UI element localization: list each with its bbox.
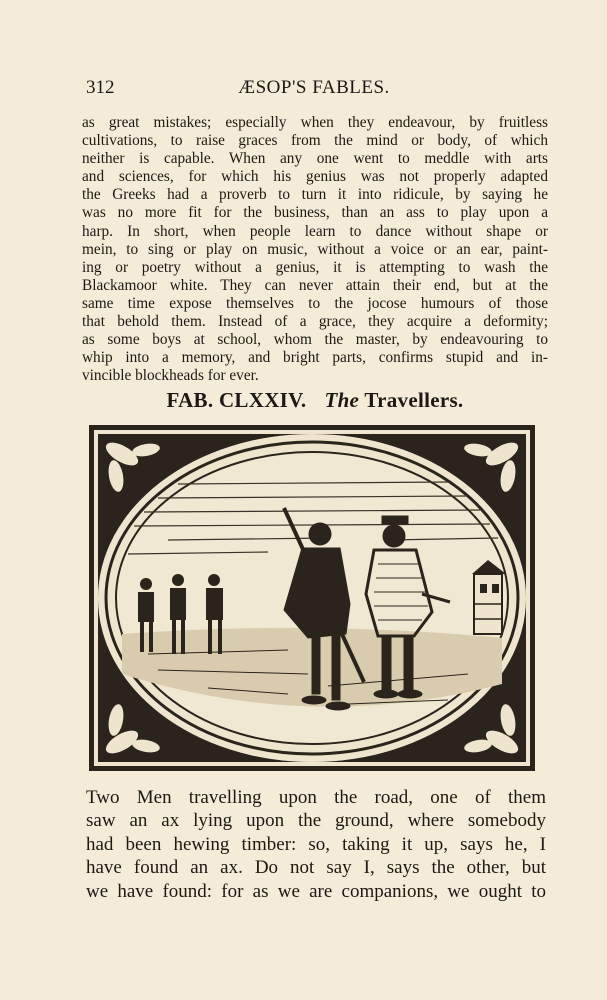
text-line: mein, to sing or play on music, without a voice or an ear, paint-: [82, 240, 548, 258]
text-line: and sciences, for which his genius was not properly adapted: [82, 168, 548, 186]
text-line: whip into a memory, and bright parts, confirms stupid and in-: [82, 349, 548, 367]
text-line: the Greeks had a proverb to turn it into ridicule, by saying he: [82, 186, 548, 204]
text-line: Blackamoor white. They can never attain their end, but at the: [82, 276, 548, 294]
text-line: cultivations, to raise graces from the mind or body, of which: [82, 132, 548, 150]
text-line: we have found: for as we are companions, we ought to: [86, 880, 546, 902]
text-line: as great mistakes; especially when they endeavour, by fruitless: [82, 114, 548, 131]
woodcut-illustration: [88, 424, 536, 772]
text-line: have found an ax. Do not say I, says the other, but: [86, 857, 546, 879]
text-line: neither is capable. When any one went to meddle with arts: [82, 150, 548, 168]
text-line: saw an ax lying upon the ground, where somebody: [86, 810, 546, 832]
page-header: [86, 77, 542, 103]
fable-title-article: The: [324, 388, 360, 412]
text-line: Two Men travelling upon the road, one of them: [86, 787, 546, 808]
text-line: harp. In short, when people learn to dance without shape or: [82, 222, 548, 240]
text-line: ing or poetry without a genius, it is attempting to wash the: [82, 258, 548, 276]
fable-heading: [82, 388, 548, 413]
page-number: 312: [86, 77, 115, 98]
text-line: was no more fit for the business, than an ass to play upon a: [82, 204, 548, 222]
house: [472, 560, 506, 634]
body-paragraph: [82, 114, 548, 385]
text-line: vincible blockheads for ever.: [82, 367, 259, 385]
fable-number: FAB. CLXXIV.: [166, 388, 307, 412]
fable-text: [86, 786, 546, 903]
text-line: that behold them. Instead of a grace, they acquire a deformity;: [82, 313, 548, 331]
text-line: had been hewing timber: so, taking it up, says he, I: [86, 833, 546, 855]
running-title: ÆSOP'S FABLES.: [238, 77, 390, 98]
fable-title-name: Travellers.: [364, 388, 464, 412]
text-line: same time expose themselves to the jocose humours of those: [82, 294, 548, 312]
woodcut-svg: [88, 424, 536, 772]
text-line: as some boys at school, whom the master, by endeavouring to: [82, 331, 548, 349]
